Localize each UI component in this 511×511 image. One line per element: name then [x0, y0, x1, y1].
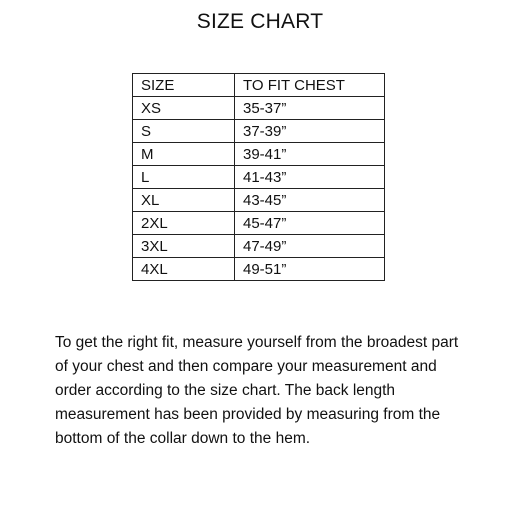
column-header-chest: TO FIT CHEST [235, 74, 385, 97]
size-chart-table [132, 73, 385, 281]
chest-cell: 41-43” [235, 166, 385, 189]
chest-cell: 49-51” [235, 258, 385, 281]
table-row [133, 258, 385, 281]
table-row [133, 166, 385, 189]
chest-cell: 37-39” [235, 120, 385, 143]
column-header-size: SIZE [133, 74, 235, 97]
chest-cell: 43-45” [235, 189, 385, 212]
size-cell: XL [133, 189, 235, 212]
table-row [133, 212, 385, 235]
size-cell: L [133, 166, 235, 189]
table-row [133, 97, 385, 120]
table-row [133, 235, 385, 258]
chest-cell: 39-41” [235, 143, 385, 166]
table-header-row [133, 74, 385, 97]
size-cell: 2XL [133, 212, 235, 235]
table-row [133, 189, 385, 212]
measurement-instructions: To get the right fit, measure yourself from the broadest part of your chest and then compare your measurement and order according to the size chart. The back length measurement has been provided by measuring from the bottom of the collar down to the hem. [55, 334, 459, 447]
size-cell: S [133, 120, 235, 143]
chest-cell: 45-47” [235, 212, 385, 235]
table-row [133, 143, 385, 166]
size-cell: 4XL [133, 258, 235, 281]
size-cell: XS [133, 97, 235, 120]
size-cell: M [133, 143, 235, 166]
page-title: SIZE CHART [196, 10, 324, 33]
size-cell: 3XL [133, 235, 235, 258]
table-row [133, 120, 385, 143]
chest-cell: 47-49” [235, 235, 385, 258]
chest-cell: 35-37” [235, 97, 385, 120]
